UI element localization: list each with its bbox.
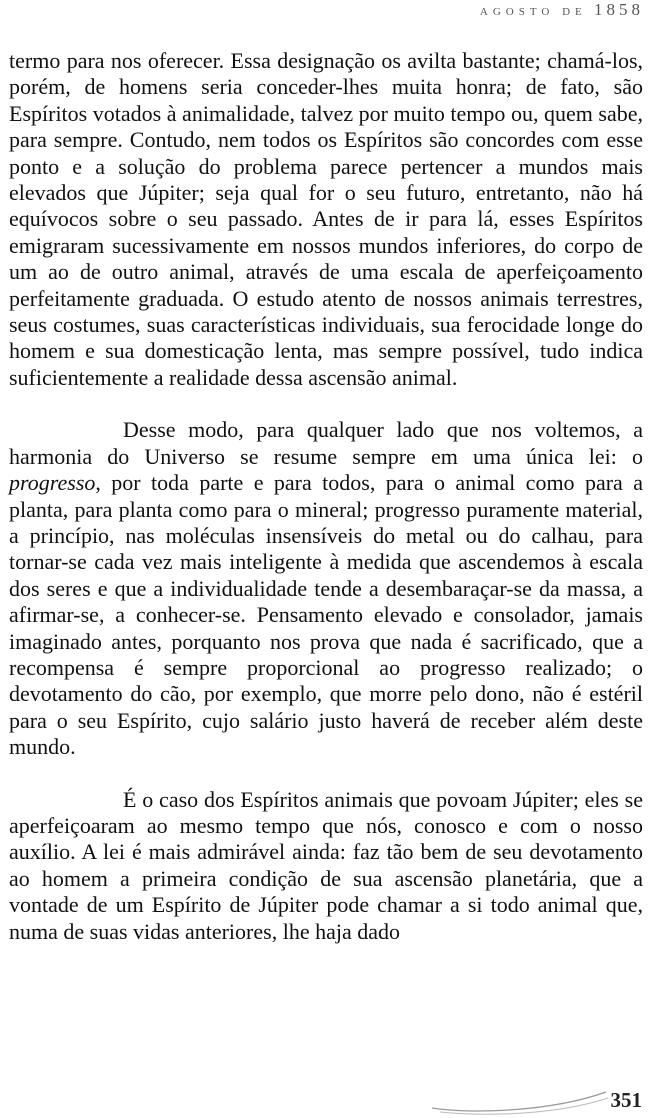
header-month: AGOSTO DE <box>479 6 587 18</box>
body-text <box>9 48 643 945</box>
page-number: 351 <box>610 1088 642 1112</box>
footer-ornament <box>430 1088 610 1118</box>
paragraph-3: É o caso dos Espíritos animais que povoam Júpiter; eles se aperfeiçoaram ao mesmo tempo que nós, conosco e com o nosso auxílio. A lei é mais admirável ainda: faz tão bem de seu devotamento ao homem a primeira condição de sua ascensão planetária, que a vontade de um Espírito de Júpiter pode chamar a si todo animal que, numa de suas vidas anteriores, lhe haja dado <box>9 786 643 944</box>
paragraph-2-rest: , por toda parte e para todos, para o animal como para a planta, para planta como para o mineral; progresso puramente material, a princípio, nas moléculas insensíveis do metal ou do calhau, para tornar-se cada vez mais inteligente à medida que ascendemos à escala dos seres e que a individualidade tende a desembaraçar-se da massa, a afirmar-se, a conhecer-se. Pensamento elevado e consolador, jamais imaginado antes, porquanto nos prova que nada é sacrificado, que a recompensa é sempre proporcional ao progresso realizado; o devotamento do cão, por exemplo, que morre pelo dono, não é estéril para o seu Espírito, cujo salário justo haverá de receber além deste mundo. <box>9 470 643 760</box>
paragraph-2-start: Desse modo, para qualquer lado que nos voltemos, a harmonia do Universo se resume sempre em uma única lei: o <box>9 417 643 469</box>
running-header <box>480 0 644 20</box>
paragraph-1: termo para nos oferecer. Essa designação os avilta bastante; chamá-los, porém, de homens seria conceder-lhes muita honra; de fato, são Espíritos votados à animalidade, talvez por muito tempo ou, quem sabe, para sempre. Contudo, nem todos os Espíritos são concordes com esse ponto e a solução do problema parece pertencer a mundos mais elevados que Júpiter; seja qual for o seu futuro, entretanto, não há equívocos sobre o seu passado. Antes de ir para lá, esses Espíritos emigraram sucessivamente em nossos mundos inferiores, do corpo de um ao de outro animal, através de uma escala de aperfeiçoamento perfeitamente graduada. O estudo atento de nossos animais terrestres, seus costumes, suas características individuais, sua ferocidade longe do homem e sua domesticação lenta, mas sempre possível, tudo indica suficientemente a realidade dessa ascensão animal. <box>9 48 643 390</box>
paragraph-2 <box>9 417 643 760</box>
header-year: 1858 <box>594 0 644 19</box>
emphasis-progresso: progresso <box>9 470 96 496</box>
